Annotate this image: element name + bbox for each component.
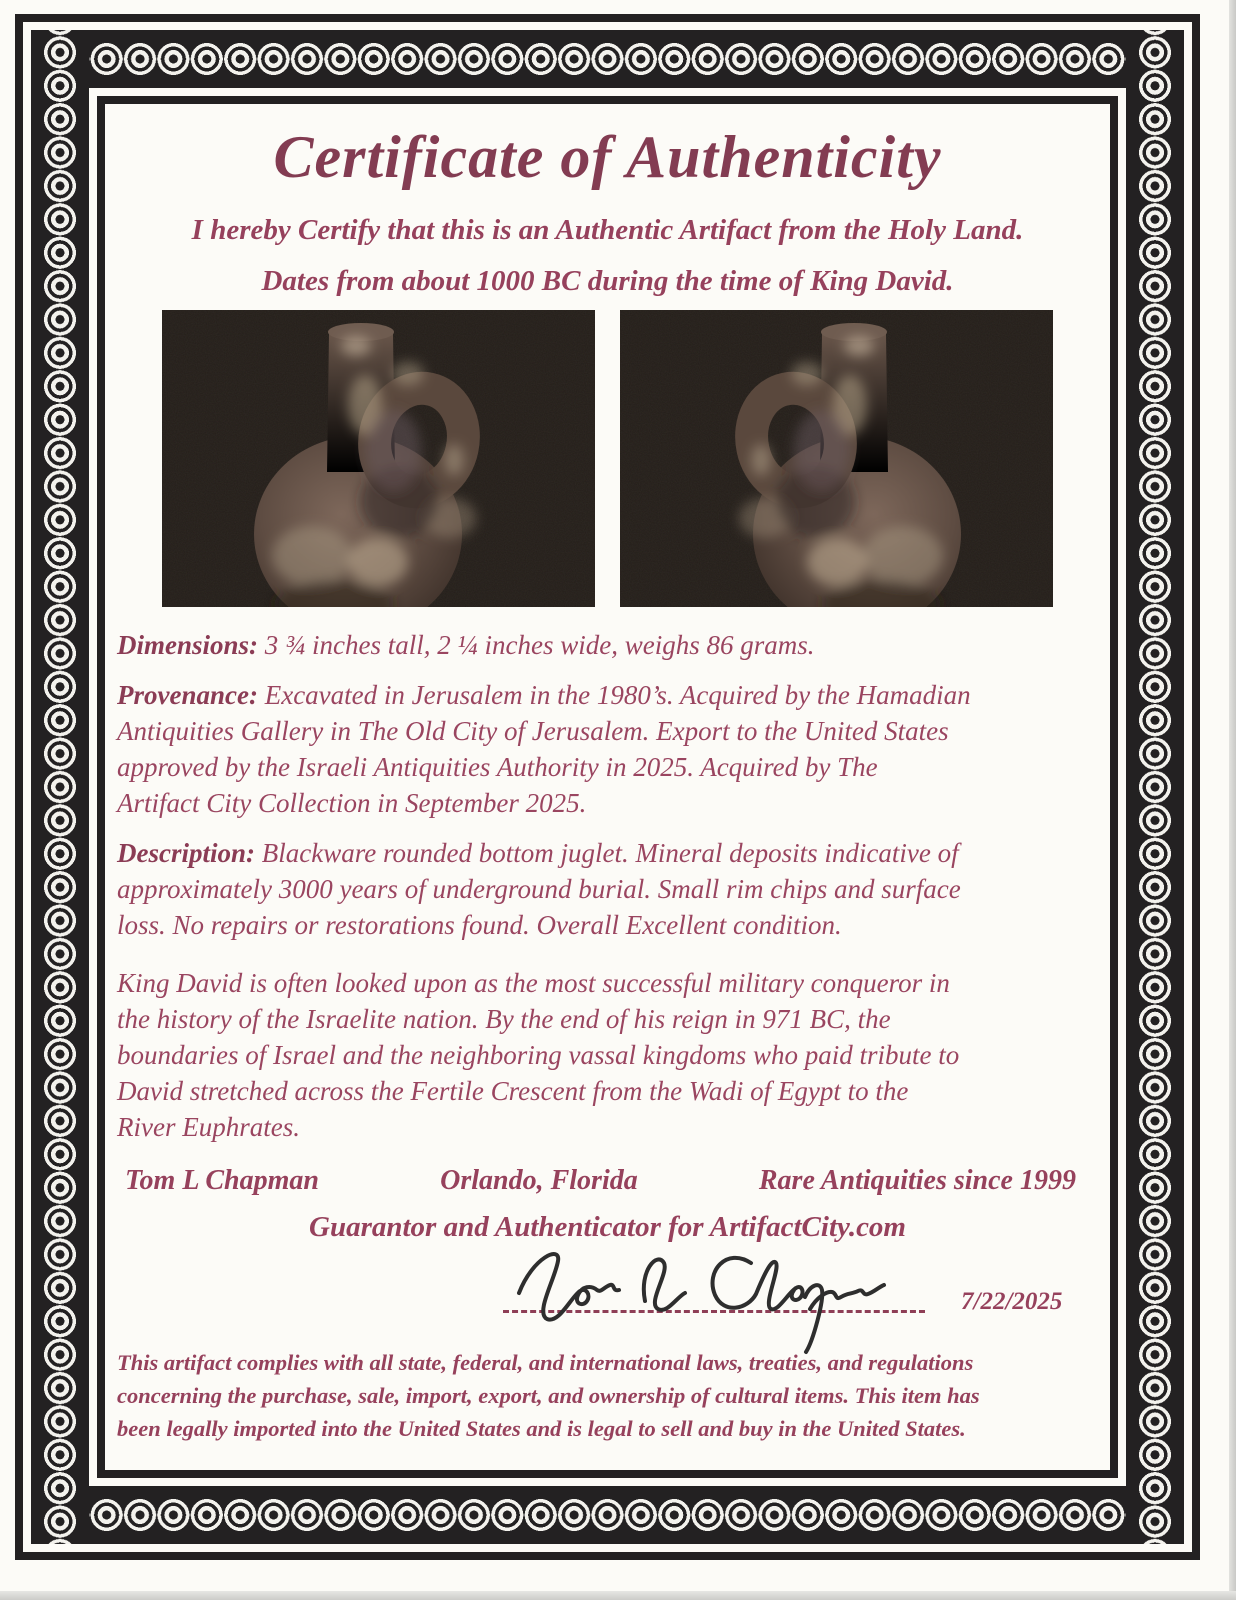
history-line: David stretched across the Fertile Crescent from the Wadi of Egypt to the <box>117 1076 909 1106</box>
history-line: the history of the Israelite nation. By the end of his reign in 971 BC, the <box>117 1004 891 1034</box>
provenance-label: Provenance: <box>117 680 258 710</box>
history-paragraph <box>117 965 1098 1145</box>
authenticator-tagline: Rare Antiquities since 1999 <box>758 1165 1076 1196</box>
legal-line: been legally imported into the United States and is legal to sell and buy in the United States. <box>117 1416 966 1441</box>
dimensions-label: Dimensions: <box>117 630 259 660</box>
artifact-photo-left <box>162 310 595 607</box>
legal-line: concerning the purchase, sale, import, export, and ownership of cultural items. This item has <box>117 1383 980 1408</box>
certify-statement: I hereby Certify that this is an Authentic Artifact from the Holy Land. <box>191 214 1024 246</box>
provenance-line: Artifact City Collection in September 2025. <box>117 788 587 818</box>
guarantor-line: Guarantor and Authenticator for ArtifactCity.com <box>309 1211 906 1243</box>
border-circle-band-top <box>89 30 1126 88</box>
dates-statement: Dates from about 1000 BC during the time of King David. <box>261 265 954 297</box>
artifact-photo-right <box>620 310 1053 607</box>
description-text: Blackware rounded bottom juglet. Mineral deposits indicative of <box>261 838 959 868</box>
legal-line: This artifact complies with all state, federal, and international laws, treaties, and regulations <box>117 1350 974 1375</box>
description-label: Description: <box>117 838 255 868</box>
authenticator-name: Tom L Chapman <box>125 1165 319 1196</box>
provenance-text: Excavated in Jerusalem in the 1980’s. Acquired by the Hamadian <box>264 680 971 710</box>
history-line: River Euphrates. <box>117 1112 300 1142</box>
history-line: King David is often looked upon as the most successful military conqueror in <box>117 968 950 998</box>
dimensions-line <box>117 627 1098 663</box>
authenticator-row <box>117 1165 1098 1197</box>
dimensions-text: 3 ¾ inches tall, 2 ¼ inches wide, weighs 86 grams. <box>264 630 815 660</box>
authenticator-location: Orlando, Florida <box>440 1165 638 1196</box>
scan-shadow-bottom <box>0 1591 1236 1600</box>
border-circle-band-right <box>1126 30 1184 1544</box>
description-line <box>117 835 1098 871</box>
signature-area <box>117 1246 1098 1338</box>
provenance-line <box>117 677 1098 713</box>
description-line: approximately 3000 years of underground burial. Small rim chips and surface <box>117 874 961 904</box>
description-paragraph <box>117 835 1098 943</box>
border-circle-band-left <box>31 30 89 1544</box>
signature-handwriting <box>505 1232 905 1368</box>
signature-date: 7/22/2025 <box>961 1288 1063 1315</box>
artifact-photos <box>117 310 1098 607</box>
certificate-title: Certificate of Authenticity <box>273 124 942 190</box>
scan-shadow-right <box>1229 0 1236 1600</box>
description-line: loss. No repairs or restorations found. Overall Excellent condition. <box>117 910 842 940</box>
border-circle-band-bottom <box>89 1486 1126 1544</box>
provenance-paragraph <box>117 677 1098 821</box>
provenance-line: approved by the Israeli Antiquities Authority in 2025. Acquired by The <box>117 752 878 782</box>
provenance-line: Antiquities Gallery in The Old City of Jerusalem. Export to the United States <box>117 716 949 746</box>
history-line: boundaries of Israel and the neighboring vassal kingdoms who paid tribute to <box>117 1040 960 1070</box>
certificate-content <box>105 104 1110 1470</box>
